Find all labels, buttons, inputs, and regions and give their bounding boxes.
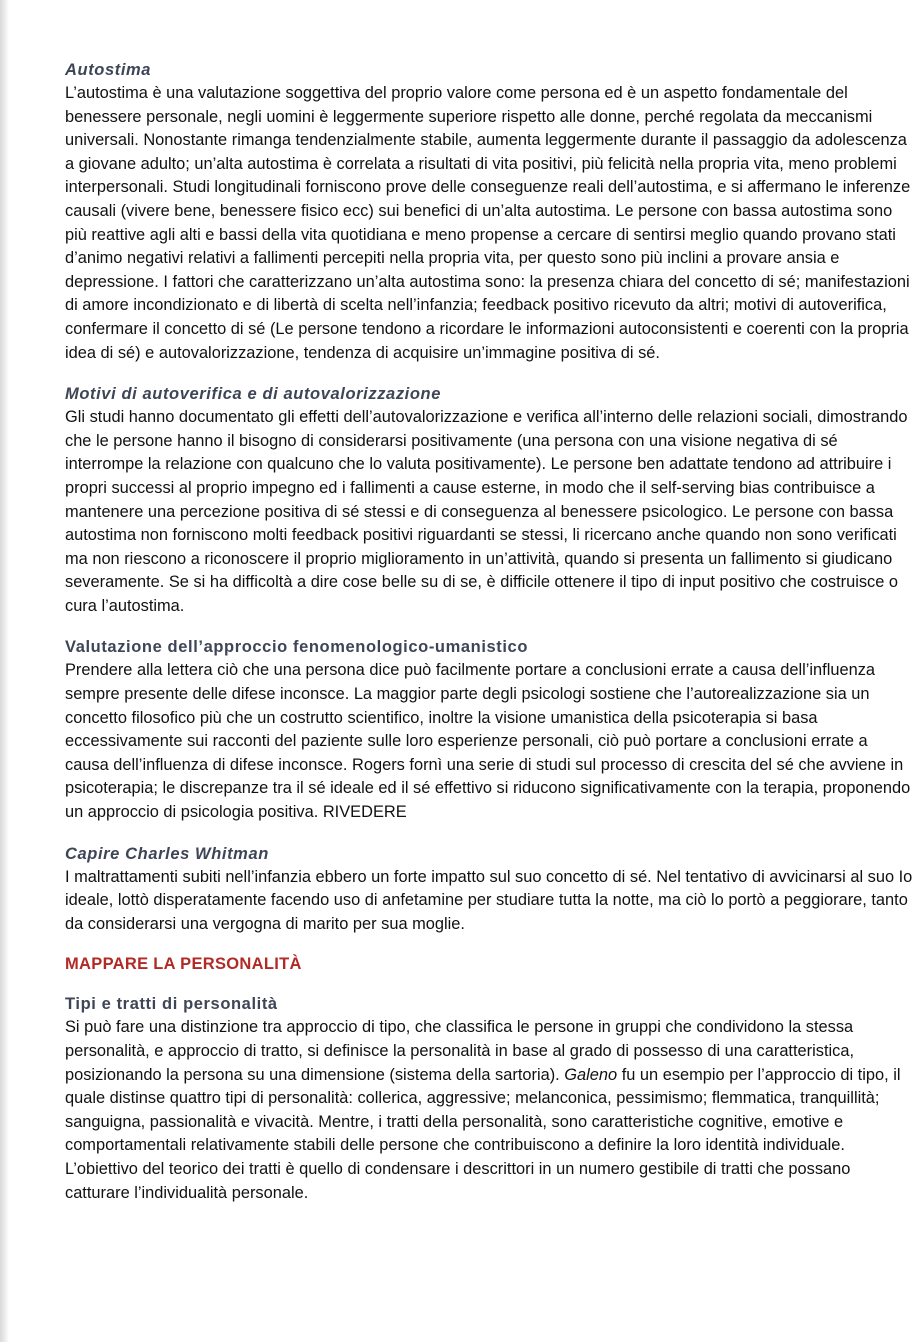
chapter-title: MAPPARE LA PERSONALITÀ	[65, 955, 302, 974]
section-paragraph-whitman: I maltrattamenti subiti nell’infanzia ebbero un forte impatto sul suo concetto di sé. Nel tentativo di avvicinarsi al suo Io ideale, lottò disperatamente facendo uso di anfetamine per studiare tutta la notte, ma ciò lo portò a peggiorare, tanto da considerarsi una vergogna di marito per sua moglie.	[65, 867, 913, 933]
section-valutazione	[65, 635, 913, 824]
paragraph-text-part-2: fu un esempio per l’approccio di tipo, il quale distinse quattro tipi di personalità: collerica, aggressive; melanconica, pessimismo; flemmatica, tranquillità; sanguigna, passionalità e vivacità. Mentre, i tratti della personalità, sono caratteristiche cognitive, emotive e comportamentali relativamente stabili delle persone che contribuiscono a definire la loro identità individuale. L’obiettivo del teorico dei tratti è quello di condensare i descrittori in un numero gestibile di tratti che possano catturare l’individualità personale.	[65, 1065, 901, 1202]
section-heading-valutazione: Valutazione dell’approccio fenomenologico-umanistico	[65, 638, 529, 657]
section-heading-tipi-tratti: Tipi e tratti di personalità	[65, 995, 278, 1014]
section-autostima	[65, 58, 913, 365]
document-page	[65, 58, 913, 1205]
paragraph-text-part-1: Si può fare una distinzione tra approccio di tipo, che classifica le persone in gruppi che condividono la stessa personalità, e approccio di tratto, si definisce la personalità in base al grado di possesso di una caratteristica, posizionando la persona su una dimensione (sistema della sartoria).	[65, 1018, 855, 1084]
section-heading-autostima: Autostima	[65, 61, 152, 79]
section-motivi	[65, 382, 913, 618]
section-heading-motivi: Motivi di autoverifica e di autovalorizzazione	[65, 385, 442, 404]
section-paragraph-tipi-tratti	[65, 1016, 913, 1205]
page-left-edge	[0, 0, 9, 1342]
section-paragraph-autostima: L’autostima è una valutazione soggettiva del proprio valore come persona ed è un aspetto fondamentale del benessere personale, negli uomini è leggermente superiore rispetto alle donne, perché regolata da meccanismi universali. Nonostante rimanga tendenzialmente stabile, aumenta leggermente durante il passaggio da adolescenza a giovane adulto; un’alta autostima è correlata a risultati di vita positivi, più felicità nella propria vita, meno problemi interpersonali. Studi longitudinali forniscono prove delle conseguenze reali dell’autostima, e si affermano le inferenze causali (vivere bene, benessere fisico ecc) sui benefici di un’alta autostima. Le persone con bassa autostima sono più reattive agli alti e bassi della vita quotidiana e meno propense a cercare di sentirsi meglio quando provano stati d’animo negativi relativi a fallimenti percepiti nella propria vita, per questo sono più inclini a provare ansia e depressione. I fattori che caratterizzano un’alta autostima sono: la presenza chiara del concetto di sé; manifestazioni di amore incondizionato e di libertà di scelta nell’infanzia; feedback positivo ricevuto da altri; motivi di autoverifica, confermare il concetto di sé (Le persone tendono a ricordare le informazioni autoconsistenti e coerenti con la propria idea di sé) e autovalorizzazione, tendenza di acquisire un’immagine positiva di sé.	[65, 84, 911, 362]
section-paragraph-valutazione: Prendere alla lettera ciò che una persona dice può facilmente portare a conclusioni errate a causa dell’influenza sempre presente delle difese inconsce. La maggior parte degli psicologi sostiene che l’autorealizzazione sia un concetto filosofico più che un costrutto scientifico, inoltre la visione umanistica della psicoterapia si basa eccessivamente sui racconti del paziente sulle loro esperienze personali, ciò può portare a conclusioni errate a causa dell’influenza di difese inconsce. Rogers fornì una serie di studi sul processo di crescita del sé che avviene in psicoterapia; le discrepanze tra il sé ideale ed il sé effettivo si riducono significativamente con la terapia, proponendo un approccio di psicologia positiva. RIVEDERE	[65, 661, 911, 822]
section-paragraph-motivi: Gli studi hanno documentato gli effetti dell’autovalorizzazione e verifica all’interno delle relazioni sociali, dimostrando che le persone hanno il bisogno di considerarsi positivamente (una persona con una visione negativa di sé interrompe la relazione con qualcuno che lo valuta positivamente). Le persone ben adattate tendono ad attribuire i propri successi al proprio impegno ed i fallimenti a cause esterne, in modo che il self-serving bias contribuisce a mantenere una percezione positiva di sé stessi e di conseguenza al benessere psicologico. Le persone con bassa autostima non forniscono molti feedback positivi riguardanti se stessi, li ricercano anche quando non sono verificati ma non riescono a riconoscere il proprio miglioramento in un’attività, quando si presenta un fallimento si giudicano severamente. Se si ha difficoltà a dire cose belle su di se, è difficile ottenere il tipo di input positivo che costruisce o cura l’autostima.	[65, 408, 908, 615]
section-tipi-tratti	[65, 992, 913, 1205]
italic-name-galeno: Galeno	[564, 1065, 618, 1084]
section-heading-whitman: Capire Charles Whitman	[65, 844, 269, 863]
section-whitman	[65, 842, 913, 937]
